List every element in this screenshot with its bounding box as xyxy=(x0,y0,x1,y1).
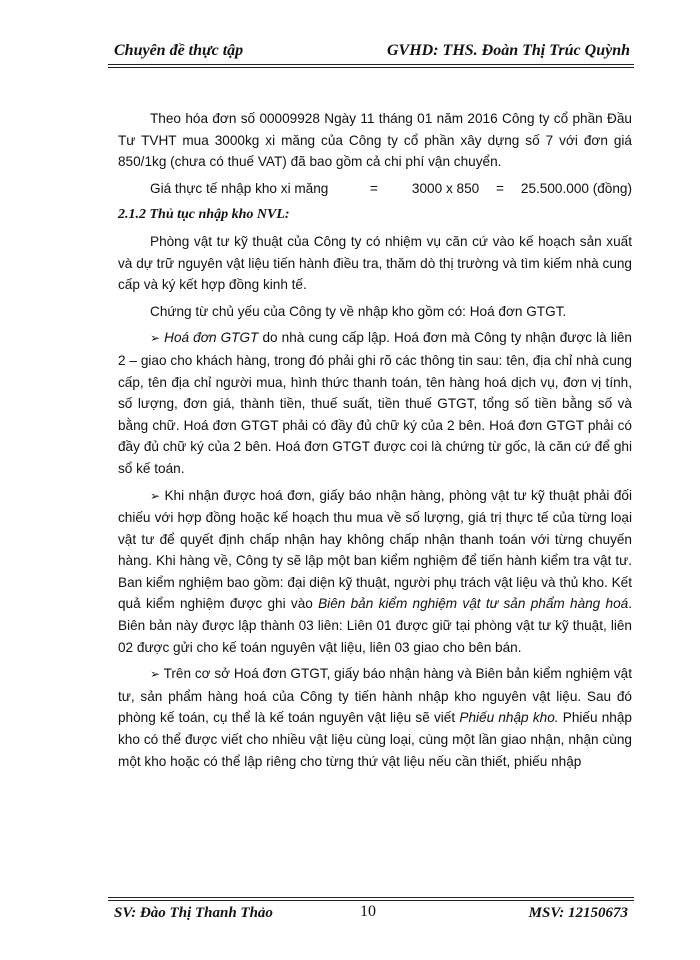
calc-result: 25.500.000 (đồng) xyxy=(520,180,633,196)
bullet-warehouse-text-1: Trên cơ sở Hoá đơn GTGT, giấy báo nhận hàng và Biên bản kiểm nghiệm vật tư, sản phẩm hàng hoá của Công ty tiến hành nhập kho nguyên vật liệu. Sau đó phòng kế toán, cụ thể là kế toán nguyên vật liệu sẽ viết xyxy=(118,666,632,726)
term-inspection-report: Biên bản kiểm nghiệm vật tư sản phẩm hàng hoá xyxy=(318,596,629,612)
paragraph-documents: Chứng từ chủ yếu của Công ty về nhập kho gồm có: Hoá đơn GTGT. xyxy=(150,303,567,319)
paragraph-invoice: Theo hóa đơn số 00009928 Ngày 11 tháng 01 năm 2016 Công ty cổ phần Đầu Tư TVHT mua 3000kg xi măng của Công ty cổ phần xây dựng số 7 với đơn giá 850/1kg (chưa có thuế VAT) đã bao gồm cả chi phí vận chuyển. xyxy=(118,111,632,170)
footer-student-id: MSV: 12150673 xyxy=(528,905,628,921)
bullet-vat-invoice xyxy=(118,327,632,479)
page-header xyxy=(108,40,634,68)
term-vat-invoice: Hoá đơn GTGT xyxy=(164,330,259,346)
bullet-receiving xyxy=(118,485,632,659)
calculation-line xyxy=(118,178,632,200)
bullet-receiving-text-1: Khi nhận được hoá đơn, giấy báo nhận hàng, phòng vật tư kỹ thuật phải đối chiếu với hợp đồng hoặc kế hoạch thu mua về số lượng, giá trị thực tế của từng loại vật tư để quyết định chấp nhận hay không chấp nhận thanh toán với từng chuyến hàng. Khi hàng về, Công ty sẽ lập một ban kiểm nghiệm để tiến hành kiểm tra vật tư. Ban kiểm nghiệm bao gồm: đại diện kỹ thuật, người phụ trách vật liệu và thủ kho. Kết quả kiểm nghiệm được ghi vào xyxy=(118,487,632,612)
bullet-arrow-icon: ➢ xyxy=(150,331,161,346)
calc-equals-1: = xyxy=(369,180,378,196)
bullet-arrow-icon: ➢ xyxy=(150,667,161,682)
bullet-arrow-icon: ➢ xyxy=(150,488,161,503)
calc-equals-2: = xyxy=(496,180,504,196)
document-body xyxy=(118,108,632,777)
calc-expression: 3000 x 850 xyxy=(411,180,480,196)
page-number: 10 xyxy=(360,903,376,920)
section-title: 2.1.2 Thủ tục nhập kho NVL: xyxy=(118,207,290,223)
bullet-warehouse-entry xyxy=(118,663,632,772)
bullet-receiving-text-2: . Biên bản này được lập thành 03 liên: Liên 01 được giữ tại phòng vật tư kỹ thuật, liên 02 được gửi cho kế toán nguyên vật liệu, liên 03 giao cho bên bán. xyxy=(118,596,632,655)
term-receipt-slip: Phiếu nhập kho. xyxy=(459,710,559,726)
calc-label: Giá thực tế nhập kho xi măng xyxy=(150,180,329,196)
bullet-warehouse-text-2: Phiếu nhập kho có thể được viết cho nhiều vật liệu cùng loại, cùng một lần giao nhận, nhận cùng một kho hoặc có thể lập riêng cho từng thứ vật liệu nếu cần thiết, phiếu nhập xyxy=(118,710,632,769)
page-footer xyxy=(108,897,634,923)
paragraph-procurement: Phòng vật tư kỹ thuật của Công ty có nhiệm vụ căn cứ vào kế hoạch sản xuất và dự trữ nguyên vật liệu tiến hành điều tra, thăm dò thị trường và tìm kiếm nhà cung cấp và ký kết hợp đồng kinh tế. xyxy=(118,233,632,293)
footer-student: SV: Đào Thị Thanh Thảo xyxy=(114,905,273,921)
header-advisor: GVHD: THS. Đoàn Thị Trúc Quỳnh xyxy=(387,42,630,59)
header-title: Chuyên đề thực tập xyxy=(114,42,244,59)
bullet-vat-invoice-text: do nhà cung cấp lập. Hoá đơn mà Công ty nhận được là liên 2 – giao cho khách hàng, trong đó phải ghi rõ các thông tin sau: tên, địa chỉ nhà cung cấp, tên địa chỉ người mua, hình thức thanh toán, tên hàng hoá dịch vụ, đơn vị tính, số lượng, đơn giá, thành tiền, thuế suất, tiền thuế GTGT, tổng số tiền bằng số và bằng chữ. Hoá đơn GTGT phải có đầy đủ chữ ký của 2 bên. Hoá đơn GTGT phải có đầy đủ chữ ký của 2 bên. Hoá đơn GTGT được coi là chứng từ gốc, là căn cứ để ghi sổ kế toán. xyxy=(118,330,632,476)
